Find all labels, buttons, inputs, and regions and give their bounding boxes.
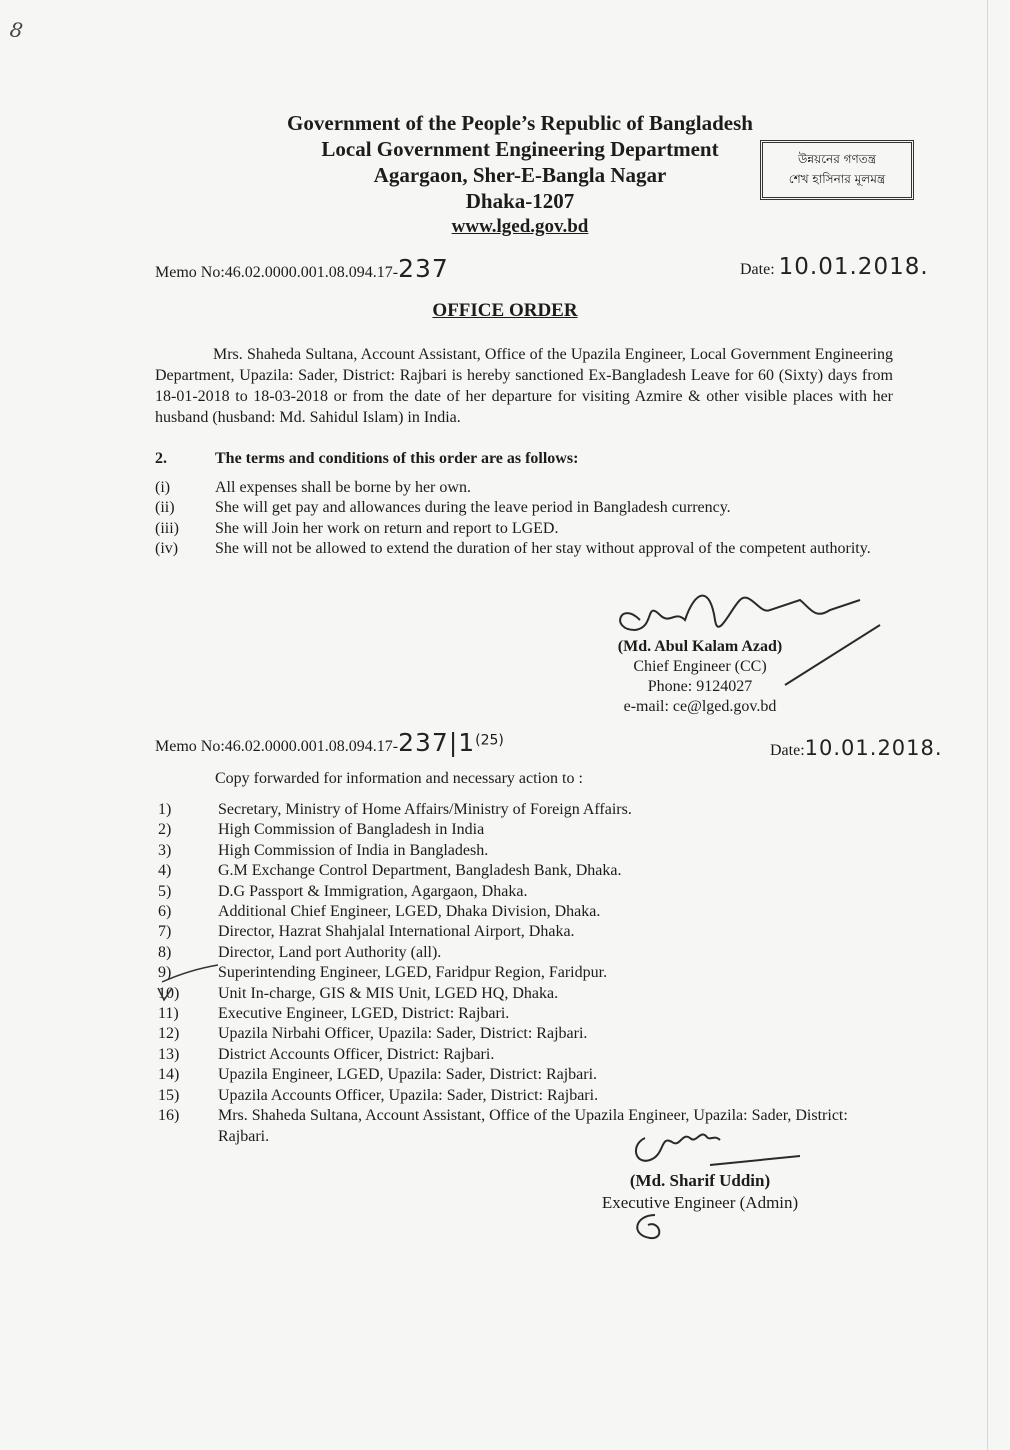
list-item [155, 478, 893, 498]
signatory-1-email[interactable]: e-mail: ce@lged.gov.bd [623, 698, 777, 715]
pen-tick-marks [150, 960, 230, 1005]
memo-number-2 [155, 728, 504, 757]
header-line-2: Local Government Engineering Department [321, 137, 719, 161]
item-text: Upazila Engineer, LGED, Upazila: Sader, District: Rajbari. [218, 1066, 598, 1084]
memo-date-1 [740, 254, 929, 280]
memo-label: Memo No:46.02.0000.001.08.094.17- [155, 264, 399, 281]
list-item [155, 539, 893, 559]
item-number: (ii) [155, 499, 175, 517]
handwritten-date: 10.01.2018. [778, 254, 929, 280]
signatory-1-designation: Chief Engineer (CC) [633, 658, 767, 675]
margin-note: 8 [8, 17, 25, 43]
list-item [158, 963, 893, 983]
item-text: Secretary, Ministry of Home Affairs/Ministry of Foreign Affairs. [218, 801, 632, 818]
slogan-line-2: শেখ হাসিনার মূলমন্ত্র [788, 172, 886, 186]
terms-list [155, 478, 893, 560]
item-number: 5) [158, 882, 172, 900]
list-item [158, 1045, 893, 1065]
list-item [158, 922, 893, 942]
item-number: 11) [158, 1005, 179, 1023]
header-website-link[interactable]: www.lged.gov.bd [451, 216, 589, 237]
item-text: High Commission of India in Bangladesh. [218, 841, 489, 859]
item-number: 8) [158, 943, 172, 961]
forward-intro: Copy forwarded for information and necessary action to : [215, 770, 583, 787]
list-item [158, 800, 893, 820]
item-text: D.G Passport & Immigration, Agargaon, Dhaka. [218, 882, 528, 900]
item-text: G.M Exchange Control Department, Bangladesh Bank, Dhaka. [218, 862, 622, 880]
signatory-2-block [580, 1170, 820, 1214]
date-label: Date: [770, 742, 805, 759]
signatory-2-designation: Executive Engineer (Admin) [601, 1193, 799, 1212]
memo-number-1 [155, 254, 449, 283]
item-text: All expenses shall be borne by her own. [215, 479, 471, 496]
header-line-4: Dhaka-1207 [465, 189, 575, 213]
list-item [158, 861, 893, 881]
item-text: Director, Land port Authority (all). [218, 943, 442, 961]
item-number: 10) [158, 984, 180, 1002]
item-text: Additional Chief Engineer, LGED, Dhaka Division, Dhaka. [218, 903, 601, 921]
item-number: 13) [158, 1045, 180, 1063]
item-text: High Commission of Bangladesh in India [218, 821, 485, 839]
item-number: 2) [158, 821, 172, 839]
item-number: 15) [158, 1086, 180, 1104]
item-number: 16) [158, 1107, 180, 1125]
item-number: 4) [158, 862, 172, 880]
list-item [155, 519, 893, 539]
item-number: 1) [158, 801, 172, 818]
list-item [158, 841, 893, 861]
item-text: Unit In-charge, GIS & MIS Unit, LGED HQ, Dhaka. [218, 984, 559, 1002]
terms-heading [155, 450, 895, 468]
memo-copies-count: (25) [475, 732, 504, 749]
item-number: 7) [158, 923, 172, 941]
item-number: (iv) [155, 540, 179, 558]
item-number: 6) [158, 903, 172, 921]
clause-number: 2. [155, 450, 167, 467]
item-number: 12) [158, 1025, 180, 1043]
item-text: Director, Hazrat Shahjalal International Airport, Dhaka. [218, 923, 575, 941]
slogan-box [760, 140, 914, 200]
memo-date-2 [770, 736, 943, 760]
header-line-3: Agargaon, Sher-E-Bangla Nagar [373, 163, 667, 187]
item-text: Upazila Nirbahi Officer, Upazila: Sader, District: Rajbari. [218, 1025, 588, 1043]
item-text: District Accounts Officer, District: Rajbari. [218, 1045, 495, 1063]
order-body-paragraph: Mrs. Shaheda Sultana, Account Assistant, Office of the Upazila Engineer, Local Government Engineering Department, Upazila: Sader, District: Rajbari is hereby sanctioned Ex-Bangladesh Leave for 60 (Sixty) days from 18-01-2018 to 18-03-2018 or from the date of her departure for visiting Azmire & other visible places with her husband (husband: Md. Sahidul Islam) in India. [155, 346, 893, 426]
item-text: She will get pay and allowances during the leave period in Bangladesh currency. [215, 499, 731, 517]
date-label: Date: [740, 261, 775, 278]
handwritten-date: 10.01.2018. [804, 736, 943, 760]
item-text: Executive Engineer, LGED, District: Rajbari. [218, 1005, 510, 1023]
list-item [158, 1065, 893, 1085]
item-text: Upazila Accounts Officer, Upazila: Sader, District: Rajbari. [218, 1086, 599, 1104]
list-item [158, 820, 893, 840]
letterhead [200, 110, 840, 240]
item-number: 9) [158, 964, 172, 982]
item-number: (i) [155, 479, 171, 496]
list-item [158, 943, 893, 963]
office-order-title: OFFICE ORDER [432, 300, 578, 321]
signatory-1-phone: Phone: 9124027 [647, 678, 753, 695]
list-item [158, 984, 893, 1004]
item-text: She will not be allowed to extend the duration of her stay without approval of the competent authority. [215, 540, 871, 558]
item-number: 3) [158, 841, 172, 859]
list-item [158, 1086, 893, 1106]
item-text: Mrs. Shaheda Sultana, Account Assistant, Office of the Upazila Engineer, Upazila: Sader, District: Rajbari. [218, 1107, 848, 1145]
recipient-list [158, 800, 893, 1147]
scan-edge-line [987, 0, 988, 1450]
list-item [158, 1004, 893, 1024]
signatory-1-name: (Md. Abul Kalam Azad) [617, 638, 783, 655]
item-number: 14) [158, 1066, 180, 1084]
item-text: She will Join her work on return and report to LGED. [215, 519, 559, 537]
memo-label: Memo No:46.02.0000.001.08.094.17- [155, 738, 399, 755]
header-line-1: Government of the People’s Republic of Bangladesh [287, 111, 753, 135]
list-item [158, 882, 893, 902]
list-item [158, 902, 893, 922]
signatory-1-block [595, 637, 805, 717]
clause-heading: The terms and conditions of this order are as follows: [215, 450, 579, 467]
list-item [158, 1024, 893, 1044]
memo-handwritten-number: 237 [398, 254, 449, 283]
list-item [155, 498, 893, 518]
memo-handwritten-number: 237|1 [398, 728, 476, 757]
item-text: Superintending Engineer, LGED, Faridpur Region, Faridpur. [218, 964, 608, 982]
item-number: (iii) [155, 519, 179, 537]
signatory-2-name: (Md. Sharif Uddin) [629, 1171, 771, 1190]
slogan-line-1: উন্নয়নের গণতন্ত্র [797, 152, 877, 166]
